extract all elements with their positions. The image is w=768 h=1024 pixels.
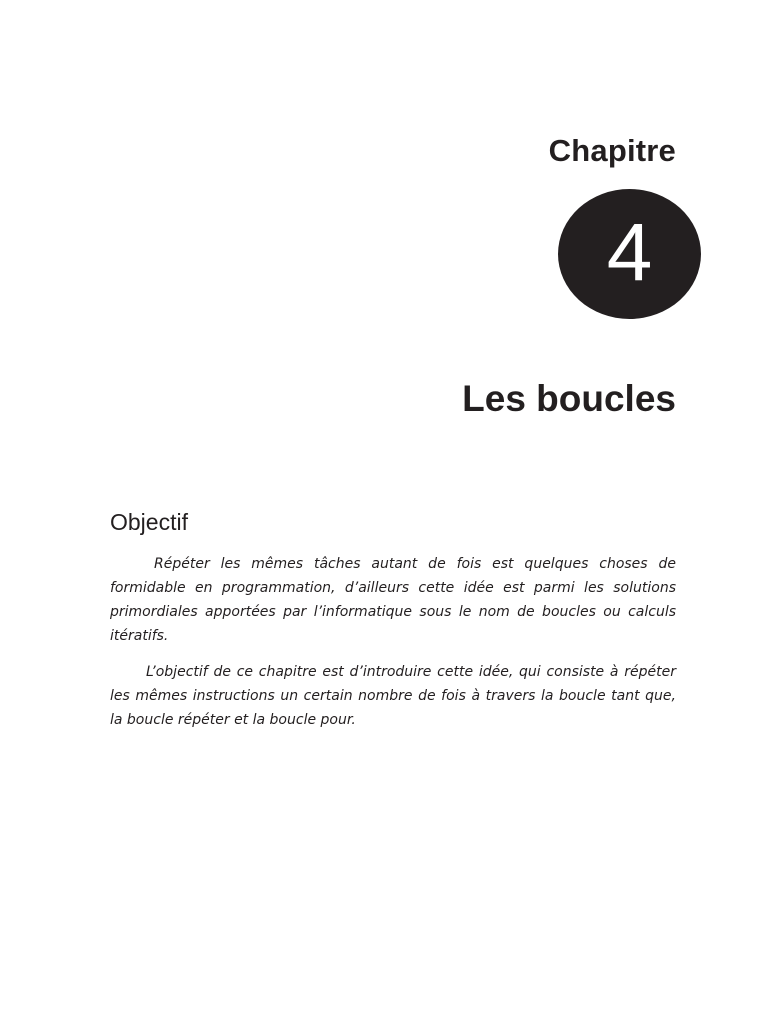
objective-paragraph-1: Répéter les mêmes tâches autant de fois est quelques choses de formidable en programmation, d’ailleurs cette idée est parmi les solutions primordiales apportées par l’informatique sous le nom de boucles ou calculs itératifs. — [110, 556, 676, 644]
section-heading: Objectif — [110, 509, 188, 535]
objective-paragraph-2: L’objectif de ce chapitre est d’introduire cette idée, qui consiste à répéter les mêmes instructions un certain nombre de fois à travers la boucle tant que, la boucle répéter et la boucle pour. — [110, 664, 676, 728]
chapter-number: 4 — [606, 207, 653, 298]
chapter-label: Chapitre — [548, 133, 676, 168]
chapter-title: Les boucles — [462, 378, 676, 419]
chapter-number-badge — [558, 189, 701, 319]
